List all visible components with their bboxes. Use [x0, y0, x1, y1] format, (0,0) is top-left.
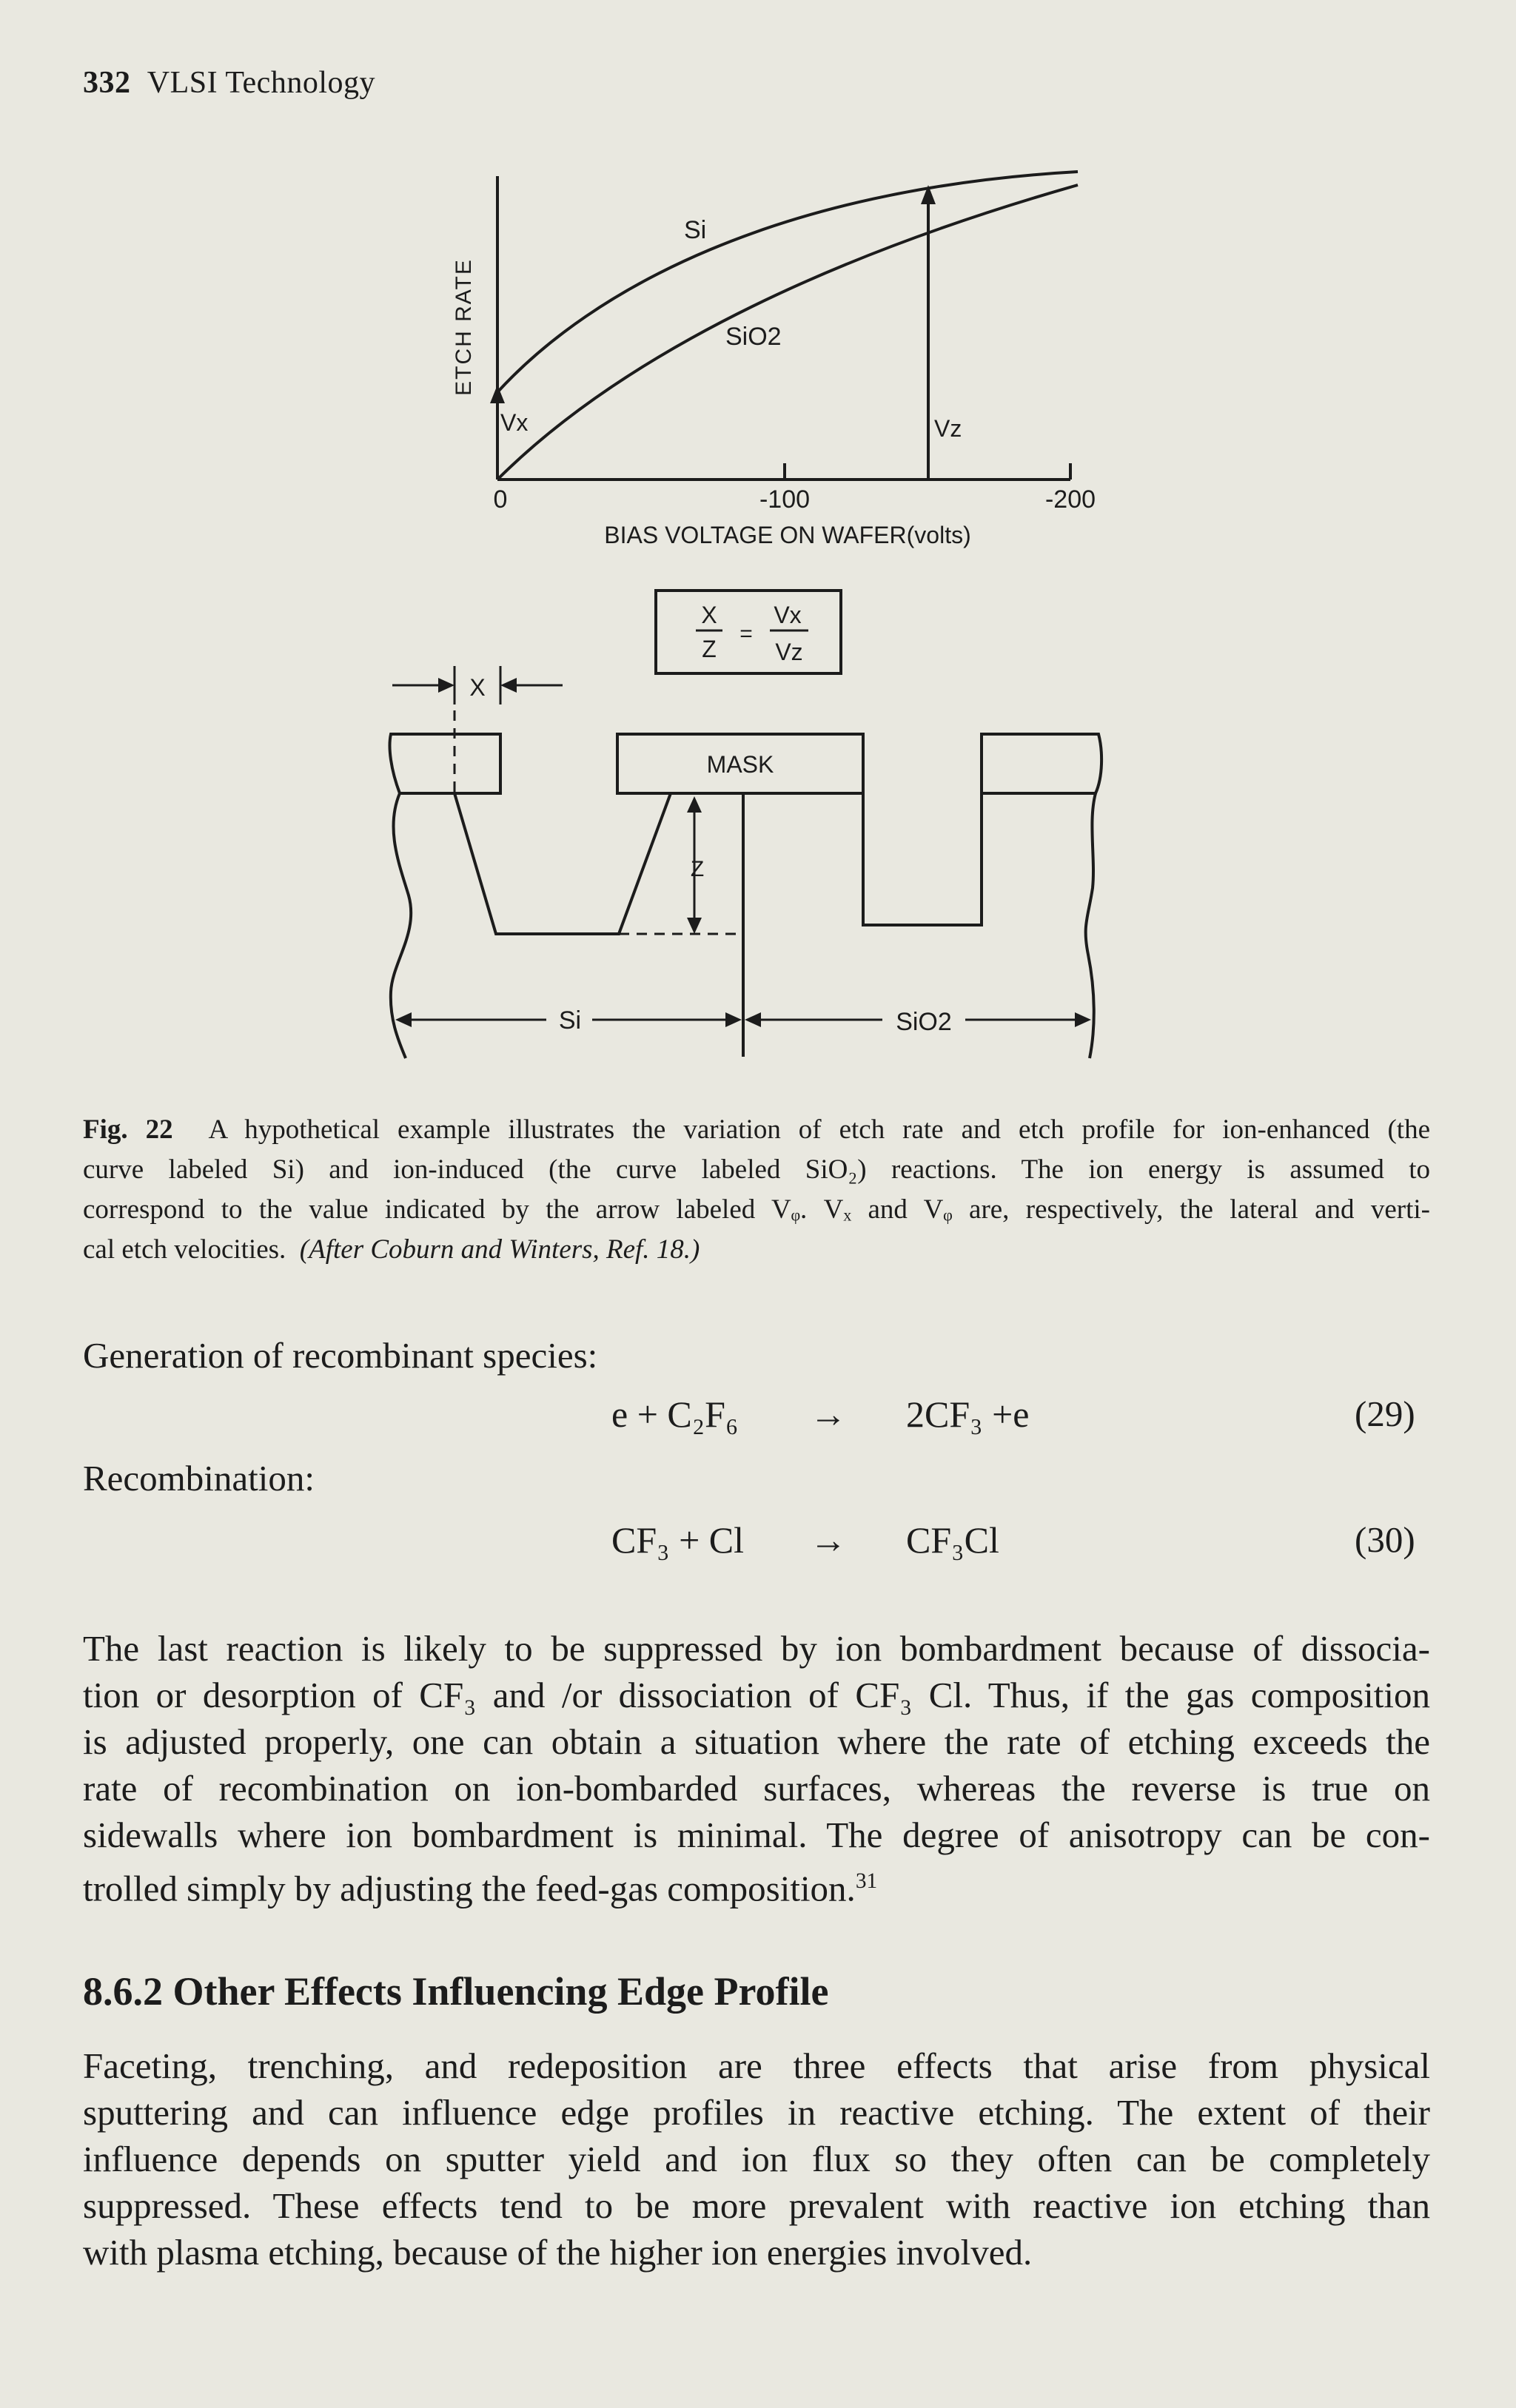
- caption-text-4: cal etch velocities.: [83, 1234, 286, 1265]
- caption-text-1: A hypothetical example illustrates the variation of etch rate and etch profile for ion-enhanced (the: [208, 1114, 1431, 1145]
- si-region-arrow-left: [395, 1012, 412, 1027]
- left-mask: [390, 734, 501, 793]
- paragraph-1-line-text: trolled simply by adjusting the feed-gas composition.: [83, 1868, 856, 1909]
- x-dim-arrow-left: [438, 678, 455, 693]
- eq29-lhs: e + C₂F₆: [611, 1393, 739, 1435]
- eq30-arrow: →: [810, 1519, 847, 1561]
- paragraph-2-line: sputtering and can influence edge profiles in reactive etching. The extent of their: [83, 2092, 1430, 2133]
- x-dim-label: X: [469, 674, 486, 701]
- intro-line: Generation of recombinant species:: [83, 1335, 598, 1376]
- figure-label: Fig. 22: [83, 1114, 173, 1145]
- region-si-label: Si: [558, 1006, 582, 1035]
- paragraph-2: [83, 2042, 1430, 2276]
- eq29-arrow: →: [810, 1393, 847, 1435]
- caption-line-4: [83, 1230, 1430, 1270]
- recombination-label: Recombination:: [83, 1458, 315, 1499]
- figure-22: [0, 0, 1516, 1095]
- running-title: VLSI Technology: [147, 66, 375, 100]
- z-arrow-top: [687, 796, 702, 813]
- si-trench: [455, 793, 671, 934]
- reference-31: 31: [855, 1869, 878, 1893]
- paragraph-2-line: with plasma etching, because of the higher ion energies involved.: [83, 2232, 1033, 2273]
- caption-line-2: curve labeled Si) and ion-induced (the curve labeled SiO₂) reactions. The ion energy is assumed to: [83, 1154, 1430, 1185]
- z-dim-label: Z: [690, 857, 705, 881]
- y-axis-label: ETCH RATE: [452, 258, 476, 396]
- ratio-z: Z: [702, 636, 717, 662]
- x-axis-label: BIAS VOLTAGE ON WAFER(volts): [604, 522, 971, 548]
- eq29-rhs: 2CF₃ +e: [906, 1393, 1030, 1435]
- ratio-equals: =: [739, 622, 753, 646]
- x-tick-label-200: -200: [1044, 485, 1096, 514]
- curve-sio2-label: SiO2: [725, 323, 782, 351]
- eq29-number: (29): [1355, 1393, 1415, 1434]
- paragraph-1-line: is adjusted properly, one can obtain a situation where the rate of etching exceeds the: [83, 1721, 1430, 1762]
- vz-label: Vz: [934, 415, 962, 442]
- page-number: 332: [83, 66, 131, 100]
- x-tick-label-0: 0: [493, 485, 508, 514]
- paragraph-2-line: influence depends on sputter yield and ion flux so they often can be completely: [83, 2139, 1430, 2179]
- z-arrow-bottom: [687, 918, 702, 934]
- curve-si-label: Si: [684, 216, 707, 244]
- right-mask: [982, 734, 1101, 793]
- paragraph-1-line: The last reaction is likely to be suppressed by ion bombardment because of dissocia-: [83, 1628, 1430, 1669]
- sio2-trench: [863, 793, 982, 925]
- caption-citation: (After Coburn and Winters, Ref. 18.): [299, 1234, 700, 1265]
- sio2-region-arrow-left: [745, 1012, 761, 1027]
- ratio-vx: Vx: [774, 602, 802, 628]
- curve-si: [497, 172, 1078, 392]
- paragraph-1: [83, 1625, 1430, 1911]
- paragraph-1-line: rate of recombination on ion-bombarded surfaces, whereas the reverse is true on: [83, 1768, 1430, 1809]
- x-tick-label-100: -100: [759, 485, 811, 514]
- figure-caption: [83, 1110, 1430, 1270]
- x-dim-arrow-right: [500, 678, 517, 693]
- section-heading: 8.6.2 Other Effects Influencing Edge Profile: [83, 1969, 829, 2014]
- paragraph-1-line: sidewalls where ion bombardment is minimal. The degree of anisotropy can be con-: [83, 1815, 1430, 1855]
- caption-line-3: correspond to the value indicated by the arrow labeled Vᵩ. Vₓ and Vᵩ are, respectively, the lateral and verti-: [83, 1194, 1430, 1225]
- mask-label: MASK: [706, 751, 774, 778]
- curve-sio2: [497, 185, 1078, 480]
- paragraph-1-line: tion or desorption of CF₃ and /or dissociation of CF₃ Cl. Thus, if the gas composition: [83, 1675, 1430, 1715]
- si-region-arrow-right: [725, 1012, 742, 1027]
- paragraph-1-last-line: [83, 1858, 1430, 1911]
- paragraph-2-line: suppressed. These effects tend to be more prevalent with reactive ion etching than: [83, 2185, 1430, 2226]
- ratio-x: X: [701, 602, 717, 628]
- region-sio2-label: SiO2: [896, 1008, 952, 1036]
- vx-label: Vx: [500, 409, 529, 436]
- eq30-number: (30): [1355, 1519, 1415, 1560]
- ratio-vz: Vz: [775, 639, 803, 665]
- eq30-rhs: CF₃Cl: [906, 1519, 999, 1561]
- caption-line-1: [83, 1110, 1430, 1150]
- sio2-region-arrow-right: [1075, 1012, 1091, 1027]
- eq30-lhs: CF₃ + Cl: [611, 1519, 745, 1561]
- paragraph-2-line: Faceting, trenching, and redeposition are three effects that arise from physical: [83, 2045, 1430, 2086]
